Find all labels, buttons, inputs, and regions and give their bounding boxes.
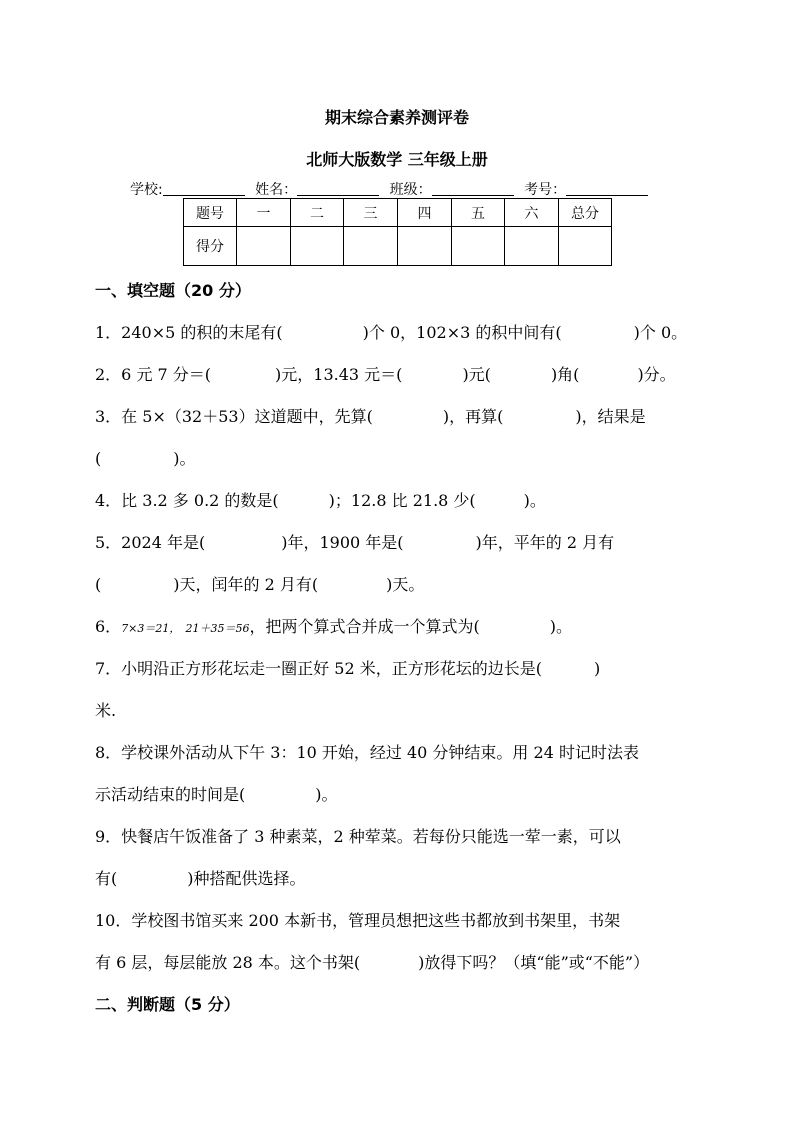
q3-text-e: )。 (173, 449, 196, 468)
header-cell-total: 总分 (559, 199, 612, 227)
q3-text-c: )，结果是 (575, 407, 646, 426)
score-cell-4[interactable] (398, 227, 452, 266)
q8-text-a: 8．学校课外活动从下午 3：10 开始，经过 40 分钟结束。用 24 时记时法表 (95, 743, 639, 762)
question-3-line-2 (95, 446, 196, 469)
score-label: 得分 (184, 227, 237, 266)
question-2 (95, 362, 676, 385)
q6-equation-1: 7×3＝21， (121, 622, 181, 635)
question-8-line-1 (95, 740, 639, 763)
q10-text-c: )放得下吗？（填“能”或“不能”） (418, 953, 650, 972)
q6-text-a: 6． (95, 617, 122, 636)
q4-text-b: )；12.8 比 21.8 少( (328, 491, 476, 510)
score-row (184, 227, 612, 266)
q6-equation-2: 21＋35＝56 (185, 622, 250, 635)
q2-text-c: )元( (462, 365, 491, 384)
question-8-line-2 (95, 782, 338, 805)
question-10-line-1 (95, 908, 620, 931)
class-blank[interactable] (432, 181, 514, 196)
score-table (183, 198, 612, 266)
student-info-line (130, 179, 654, 199)
question-7-line-2 (95, 698, 116, 721)
q1-text-b: )个 0，102×3 的积中间有( (362, 323, 562, 342)
name-blank[interactable] (297, 181, 379, 196)
q8-text-b: 示活动结束的时间是( (95, 785, 246, 804)
q2-text-d: )角( (550, 365, 580, 384)
q7-text-b: ) (593, 659, 601, 678)
header-cell-1: 一 (237, 199, 291, 227)
question-10-line-2 (95, 950, 649, 973)
question-5-line-1 (95, 530, 614, 553)
q5-text-d: ( (95, 575, 102, 594)
score-cell-5[interactable] (452, 227, 505, 266)
q9-text-a: 9．快餐店午饭准备了 3 种素菜，2 种荤菜。若每份只能选一荤一素，可以 (95, 827, 621, 846)
q6-text-b: ，把两个算式合并成一个算式为( (249, 617, 480, 636)
score-cell-1[interactable] (237, 227, 291, 266)
question-4 (95, 488, 546, 511)
header-cell-6: 六 (505, 199, 559, 227)
section-1-heading: 一、填空题（20 分） (95, 281, 251, 300)
question-1 (95, 320, 687, 343)
question-9-line-2 (95, 866, 306, 889)
school-blank[interactable] (163, 181, 245, 196)
exam-title: 期末综合素养测评卷 (324, 108, 469, 127)
q2-text-a: 2．6 元 7 分＝( (95, 365, 212, 384)
question-6 (95, 614, 572, 637)
exam-number-label: 考号： (524, 182, 567, 198)
section-2-heading: 二、判断题（5 分） (95, 995, 240, 1014)
exam-subtitle: 北师大版数学 三年级上册 (306, 150, 488, 169)
question-5-line-2 (95, 572, 424, 595)
score-cell-2[interactable] (291, 227, 344, 266)
name-label: 姓名： (255, 182, 298, 198)
header-cell-3: 三 (344, 199, 398, 227)
score-cell-6[interactable] (505, 227, 559, 266)
q9-text-b: 有( (95, 869, 118, 888)
q2-text-b: )元，13.43 元＝( (275, 365, 403, 384)
q5-text-e: )天，闰年的 2 月有( (173, 575, 319, 594)
q1-text-a: 1．240×5 的积的末尾有( (95, 323, 283, 342)
header-cell-2: 二 (291, 199, 344, 227)
header-cell-4: 四 (398, 199, 452, 227)
score-table-header-row (184, 199, 612, 227)
q1-text-c: )个 0。 (633, 323, 688, 342)
q3-text-b: )，再算( (442, 407, 504, 426)
q7-text-a: 7．小明沿正方形花坛走一圈正好 52 米，正方形花坛的边长是( (95, 659, 542, 678)
header-cell-question-no: 题号 (184, 199, 237, 227)
q7-text-c: 米. (95, 701, 117, 720)
question-7-line-1 (95, 656, 600, 679)
q6-text-c: )。 (549, 617, 572, 636)
q3-text-d: ( (95, 449, 102, 468)
q10-text-a: 10．学校图书馆买来 200 本新书，管理员想把这些书都放到书架里，书架 (95, 911, 621, 930)
q4-text-c: )。 (523, 491, 546, 510)
q9-text-c: )种搭配供选择。 (187, 869, 306, 888)
q8-text-c: )。 (315, 785, 338, 804)
q5-text-a: 5．2024 年是( (95, 533, 206, 552)
question-9-line-1 (95, 824, 621, 847)
q5-text-b: )年，1900 年是( (281, 533, 404, 552)
question-3-line-1 (95, 404, 646, 427)
q5-text-f: )天。 (386, 575, 425, 594)
score-cell-total[interactable] (559, 227, 612, 266)
score-cell-3[interactable] (344, 227, 398, 266)
q5-text-c: )年，平年的 2 月有 (475, 533, 615, 552)
q2-text-e: )分。 (637, 365, 676, 384)
q4-text-a: 4．比 3.2 多 0.2 的数是( (95, 491, 279, 510)
q3-text-a: 3．在 5×（32＋53）这道题中，先算( (95, 407, 373, 426)
class-label: 班级： (389, 182, 432, 198)
header-cell-5: 五 (452, 199, 505, 227)
q10-text-b: 有 6 层，每层能放 28 本。这个书架( (95, 953, 361, 972)
school-label: 学校: (130, 182, 163, 198)
exam-number-blank[interactable] (566, 181, 648, 196)
